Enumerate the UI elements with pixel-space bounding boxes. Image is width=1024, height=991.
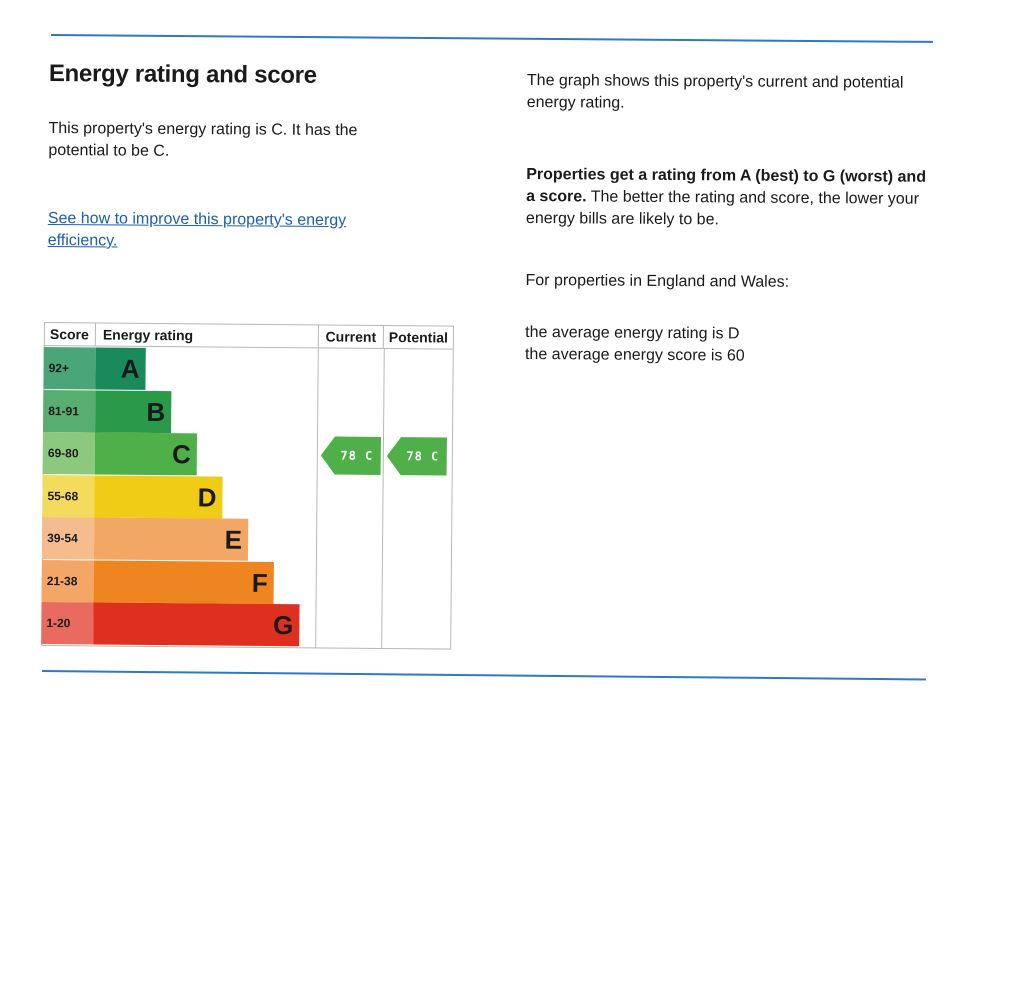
band-score-range: 39-54 <box>42 517 94 559</box>
band-score-range: 92+ <box>43 347 95 389</box>
band-letter: A <box>120 353 140 384</box>
bottom-divider <box>42 670 926 680</box>
region-text: For properties in England and Wales: <box>525 271 790 291</box>
band-letter: F <box>251 567 268 598</box>
top-divider <box>51 34 933 43</box>
band-score-range: 1-20 <box>41 602 93 644</box>
band-letter: E <box>224 524 243 555</box>
band-letter: C <box>171 439 191 470</box>
rating-band-g <box>41 602 315 646</box>
rating-band-d <box>42 474 316 518</box>
band-letter: D <box>197 481 217 513</box>
band-score-range: 55-68 <box>42 474 94 516</box>
current-rating-arrow-label: 78 C <box>340 448 374 463</box>
rating-band-b <box>43 389 317 433</box>
rating-band-f <box>42 559 316 603</box>
average-rating-text: the average energy rating is D <box>525 323 740 343</box>
improve-efficiency-link[interactable]: See how to improve this property's energy efficiency. <box>47 209 347 250</box>
potential-rating-arrow <box>387 435 447 478</box>
score-column-header: Score <box>44 322 96 346</box>
rating-range-text <box>526 164 936 233</box>
rating-explanation <box>525 70 937 369</box>
band-score-range: 81-91 <box>43 389 95 431</box>
current-rating-arrow <box>321 434 381 477</box>
rating-band-c <box>43 432 317 476</box>
band-score-range: 21-38 <box>42 559 94 601</box>
potential-rating-arrow-label: 78 C <box>406 449 440 464</box>
band-letter: G <box>272 610 294 641</box>
rating-range-bold: Properties get a rating from A (best) to G (worst) and a score. <box>526 165 927 206</box>
rating-band-a <box>43 347 317 391</box>
band-score-range: 69-80 <box>43 432 95 474</box>
rating-band-e <box>42 517 316 561</box>
graph-note: The graph shows this property's current and potential energy rating. <box>526 71 904 112</box>
rating-intro-text: This property's energy rating is C. It has the potential to be C. <box>48 119 358 160</box>
current-column-header: Current <box>318 324 384 349</box>
rating-summary <box>48 60 429 255</box>
band-letter: B <box>146 396 166 427</box>
energy-rating-chart <box>41 322 454 650</box>
average-score-text: the average energy score is 60 <box>524 345 745 365</box>
energy-rating-column-header: Energy rating <box>96 322 318 348</box>
rating-range-rest: The better the rating and score, the lower your energy bills are likely to be. <box>525 188 919 229</box>
page-title: Energy rating and score <box>48 60 317 89</box>
potential-column-header: Potential <box>384 325 453 350</box>
